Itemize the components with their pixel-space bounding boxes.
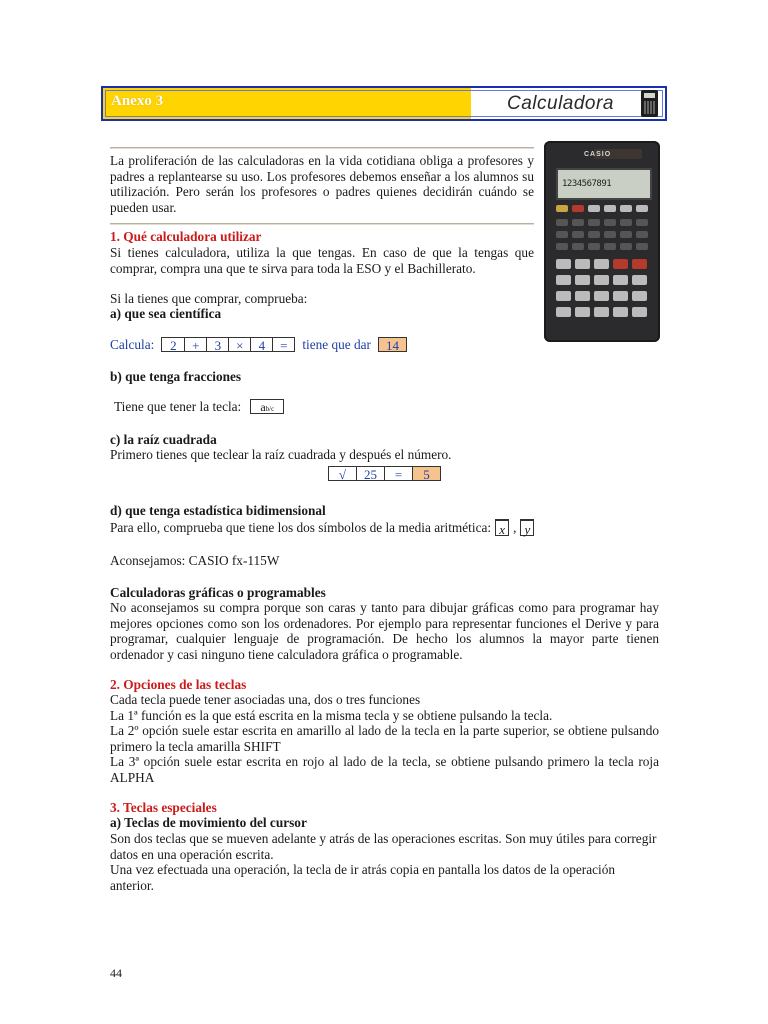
calculator-key: [575, 307, 590, 317]
calculator-key: [575, 259, 590, 269]
calculator-key: [588, 243, 600, 250]
section1-b-heading: b) que tenga fracciones: [110, 369, 242, 384]
calculator-key: [556, 291, 571, 301]
calculator-key: [636, 231, 648, 238]
section3-paragraph2: Una vez efectuada una operación, la tecla de ir atrás copia en pantalla los datos de la operación anterior.: [110, 862, 616, 893]
section2-line1: Cada tecla puede tener asociadas una, dos o tres funciones: [110, 692, 421, 707]
section1-c-heading: c) la raíz cuadrada: [110, 432, 217, 447]
calculator-key: [636, 243, 648, 250]
mean-x-key: x: [495, 519, 509, 536]
calculator-key: [636, 205, 648, 212]
calculator-key: [556, 243, 568, 250]
calculator-key: [604, 231, 616, 238]
intro-paragraph: La proliferación de las calculadoras en la vida cotidiana obliga a profesores y padres a replantearse su uso. Los profesores debemos enseñar a los alumnos su utilización. Pero serán los profesores o padres quienes decidirán cuándo se pueden usar.: [110, 153, 534, 215]
advice-text: Aconsejamos: CASIO fx-115W: [110, 553, 280, 568]
calculator-key: [572, 205, 584, 212]
calculator-key: [572, 219, 584, 226]
calculator-key: [588, 219, 600, 226]
fraction-example: [114, 399, 284, 415]
section1-d-heading: d) que tenga estadística bidimensional: [110, 503, 326, 518]
key-equals-2: =: [384, 466, 413, 481]
key-plus: +: [184, 337, 207, 352]
section1-paragraph: Si tienes calculadora, utiliza la que tengas. En caso de que la tengas que comprar, compra una que te sirva para toda la ESO y el Bachillerato.: [110, 245, 534, 276]
section1-heading: 1. Qué calculadora utilizar: [110, 229, 262, 244]
calculator-key: [556, 259, 571, 269]
calculator-key: [594, 291, 609, 301]
calculator-key: [556, 231, 568, 238]
divider: [110, 223, 534, 225]
calculator-key: [613, 259, 628, 269]
calculator-key: [613, 291, 628, 301]
calculator-keypad: [556, 205, 650, 330]
fraction-key: ab/c: [250, 399, 284, 414]
mean-y-key: y: [520, 519, 534, 536]
graphing-heading: Calculadoras gráficas o programables: [110, 585, 326, 600]
calculator-key: [604, 243, 616, 250]
key-2: 2: [161, 337, 185, 352]
calculator-key: [575, 275, 590, 285]
calculator-key: [632, 291, 647, 301]
section2-heading: 2. Opciones de las teclas: [110, 677, 247, 692]
calculator-key: [594, 275, 609, 285]
key-sqrt: √: [328, 466, 357, 481]
calculator-key: [556, 219, 568, 226]
section1-check-intro: Si la tienes que comprar, comprueba:: [110, 291, 308, 306]
section3-heading: 3. Teclas especiales: [110, 800, 217, 815]
key-4: 4: [250, 337, 273, 352]
calculator-display: 1234567891: [562, 179, 612, 189]
scientific-example: [110, 337, 407, 353]
mean-text: Para ello, comprueba que tiene los dos símbolos de la media aritmética:: [110, 519, 492, 535]
topic-title: Calculadora: [507, 93, 614, 114]
calculator-key: [620, 219, 632, 226]
annex-title: Anexo 3: [111, 93, 164, 109]
annex-banner: [101, 86, 667, 121]
sqrt-example: [328, 466, 441, 481]
section1-a-heading: a) que sea científica: [110, 306, 222, 321]
calculator-key: [613, 307, 628, 317]
mean-separator: ,: [513, 519, 517, 535]
calculator-key: [556, 205, 568, 212]
calculator-key: [594, 307, 609, 317]
fraction-text: Tiene que tener la tecla:: [114, 399, 242, 414]
section3-paragraph1: Son dos teclas que se mueven adelante y atrás de las operaciones escritas. Son muy útiles para corregir datos en una operación escrita.: [110, 831, 657, 862]
calculator-key: [556, 275, 571, 285]
calculator-key: [572, 231, 584, 238]
calculator-brand: CASIO: [584, 151, 612, 158]
calculator-key: [636, 219, 648, 226]
calculator-key: [620, 243, 632, 250]
calculator-key: [613, 275, 628, 285]
calculator-key: [575, 291, 590, 301]
calc-label: Calcula:: [110, 337, 155, 352]
section2-line3: La 2º opción suele estar escrita en amarillo al lado de la tecla en la parte superior, se obtiene pulsando primero la tecla amarilla SHIFT: [110, 723, 659, 754]
calculator-key: [594, 259, 609, 269]
key-3: 3: [206, 337, 229, 352]
calc-mid-text: tiene que dar: [302, 337, 371, 352]
calculator-key: [588, 205, 600, 212]
key-equals: =: [272, 337, 295, 352]
calculator-photo: [544, 141, 660, 342]
calculator-key: [620, 231, 632, 238]
divider: [110, 147, 534, 149]
calculator-key: [632, 307, 647, 317]
calculator-icon: [641, 90, 658, 117]
section3-a-heading: a) Teclas de movimiento del cursor: [110, 815, 307, 830]
sqrt-text: Primero tienes que teclear la raíz cuadrada y después el número.: [110, 447, 452, 462]
graphing-paragraph: No aconsejamos su compra porque son caras y tanto para dibujar gráficas como para programar hay mejores opciones como son los ordenadores. Por ejemplo para representar funciones el Derive y para programar, cualquier lenguaje de programación. De hecho los alumnos la mayor parte tienen ordenador y casi ninguno tiene calculadora gráfica o programable.: [110, 600, 659, 662]
calculator-key: [572, 243, 584, 250]
result-5: 5: [412, 466, 441, 481]
mean-example: [110, 519, 534, 536]
calculator-key: [588, 231, 600, 238]
key-25: 25: [356, 466, 385, 481]
calculator-key: [604, 219, 616, 226]
result-14: 14: [378, 337, 407, 352]
calculator-key: [632, 259, 647, 269]
page-number: 44: [110, 966, 122, 980]
section2-line2: La 1ª función es la que está escrita en la misma tecla y se obtiene pulsando la tecla.: [110, 708, 553, 723]
calculator-key: [620, 205, 632, 212]
calculator-screen: [556, 168, 652, 200]
calculator-key: [556, 307, 571, 317]
calculator-key: [604, 205, 616, 212]
key-times: ×: [228, 337, 251, 352]
calculator-key: [632, 275, 647, 285]
section2-line4: La 3ª opción suele estar escrita en rojo al lado de la tecla, se obtiene pulsando primero la tecla roja ALPHA: [110, 754, 659, 785]
